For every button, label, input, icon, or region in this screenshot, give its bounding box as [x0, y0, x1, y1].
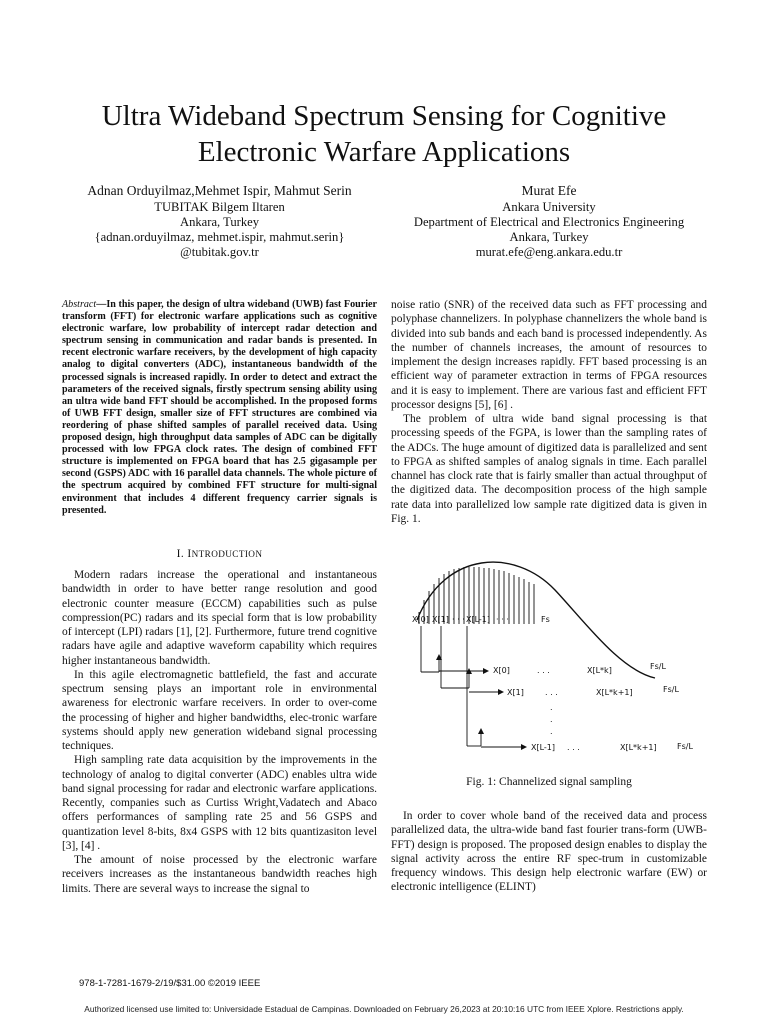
- author-email: murat.efe@eng.ankara.edu.tr: [475, 245, 623, 259]
- label-dots-right: · · ·: [496, 615, 509, 624]
- label-fs: Fs: [541, 615, 550, 624]
- row2-start: X[1]: [507, 688, 524, 697]
- row2-rate: Fs/L: [663, 685, 679, 694]
- author-location: Ankara, Turkey: [509, 230, 589, 244]
- label-dots-mid: · · ·: [452, 615, 465, 624]
- label-x1: X[1]: [432, 615, 449, 624]
- author-affiliation: Ankara University: [502, 200, 596, 214]
- row3-start: X[L-1]: [531, 743, 556, 752]
- author-email: {adnan.orduyilmaz, mehmet.ispir, mahmut.serin}: [94, 230, 345, 244]
- paragraph: Modern radars increase the operational and instantaneous bandwidth in order to have better range resolution and good electronic counter measure (ECCM) capabilities such as pulse compression(PC) radars and its special form that is low probability of intercept (LPI) radars [1], [2]. Furthermore, future trend cognitive radars have agile and adaptive waveform capability which requires higher instantaneous bandwidth.: [62, 569, 377, 667]
- license-notice: Authorized licensed use limited to: Universidade Estadual de Campinas. Downloaded on February 26,2023 at 20:10:16 UTC from IEEE Xplore. Restrictions apply.: [84, 1004, 684, 1014]
- row2-dots: . . .: [545, 688, 558, 697]
- author-names: Murat Efe: [521, 183, 577, 198]
- abstract-dash: —: [96, 299, 107, 310]
- author-location: Ankara, Turkey: [179, 215, 260, 229]
- isbn-copyright: 978-1-7281-1679-2/19/$31.00 ©2019 IEEE: [79, 978, 261, 989]
- title-line-1: Ultra Wideband Spectrum Sensing for Cognitive: [101, 100, 667, 132]
- paragraph: The amount of noise processed by the electronic warfare receivers increases as the instantaneous bandwidth reaches high limits. There are several ways to increase the signal to: [62, 854, 377, 895]
- author-names: Adnan Orduyilmaz,Mehmet Ispir, Mahmut Serin: [87, 183, 352, 198]
- author-affiliation: TUBITAK Bilgem Iltaren: [154, 200, 285, 214]
- paragraph: In this agile electromagnetic battlefield, the fast and accurate spectrum sensing plays an important role in environmental awareness for electronic warfare receivers. In order to over-come the processing of higher and higher bandwidths, elec-tronic warfare systems should apply new generation wideband signal processing techniques.: [62, 668, 377, 752]
- paragraph: noise ratio (SNR) of the received data such as FFT processing and polyphase channelizers. In polyphase channelizers the whole band is divided into sub bands and each band is processed independently. As the number of channels increases, the amount of resources to implement the design increases rapidly. FFT based processing is an efficient way of parameter extraction in terms of FPGA resources and it is easy to implement. There are various fast and efficient FFT processor designs [5], [6] .: [391, 299, 707, 411]
- row1-end: X[L*k]: [587, 666, 612, 675]
- paper-title: [40, 98, 728, 170]
- title-line-2: Electronic Warfare Applications: [197, 136, 571, 168]
- vdots-1: .: [550, 703, 553, 712]
- abstract-label: Abstract: [62, 299, 97, 310]
- author-block-2: [391, 183, 707, 260]
- author-block-1: [62, 183, 377, 260]
- row1-dots: . . .: [537, 666, 550, 675]
- label-xl1: X[L-1]: [466, 615, 491, 624]
- paragraph: High sampling rate data acquisition by the improvements in the technology of analog to digital converter (ADC) enables ultra wide band signal processing for radar and electronic warfare applications. Recently, companies such as Curtiss Wright,Vadatech and Abaco offers performances of sampling rate 25 and 56 GSPS and quantization level 8-bits, 8x4 GSPS with 12 bits quantizasiton level [3], [4] .: [62, 754, 377, 852]
- row3-dots: . . .: [567, 743, 580, 752]
- right-column-body-top: [391, 298, 707, 526]
- abstract: [62, 299, 377, 517]
- author-email-domain: @tubitak.gov.tr: [180, 245, 259, 259]
- figure-1-caption: Fig. 1: Channelized signal sampling: [466, 776, 632, 788]
- arrowheads: [436, 654, 527, 750]
- figure-1-diagram: [405, 560, 705, 765]
- row1-rate: Fs/L: [650, 662, 666, 671]
- row3-rate: Fs/L: [677, 742, 693, 751]
- paragraph: The problem of ultra wide band signal processing is that processing speeds of the FGPA, is lower than the sampling rates of the ADCs. The huge amount of digitized data is parallelized and sent to FPGA as shifted samples of analog signals in time. Each parallel channel has clock rate that is fairly smaller than actual throughput of the digitized data. The decomposition process of the high sample rate data into parallelized low sample rate digitized data is given in Fig. 1.: [391, 413, 707, 525]
- paragraph: In order to cover whole band of the received data and process parallelized data, the ultra-wide band fast fourier trans-form (UWB-FFT) design is proposed. The proposed design enables to display the signal activity across the entire RF spec-trum in customizable frequency windows. This design help electronic warfare (EW) or electronic intelligence (ELINT): [391, 810, 707, 894]
- connector-lines: [421, 626, 523, 747]
- author-department: Department of Electrical and Electronics Engineering: [413, 215, 685, 229]
- row1-start: X[0]: [493, 666, 510, 675]
- vdots-3: .: [550, 727, 553, 736]
- vdots-2: .: [550, 715, 553, 724]
- right-column-body-bottom: [391, 809, 707, 895]
- section-heading-introduction: I. INTRODUCTION: [176, 548, 263, 560]
- row2-end: X[L*k+1]: [596, 688, 633, 697]
- row3-end: X[L*k+1]: [620, 743, 657, 752]
- abstract-text: In this paper, the design of ultra wideband (UWB) fast Fourier transform (FFT) for electronic warfare applications such as cognitive electronic warfare, low probability of intercept radar detection and spectrum sensing in communication and radar bands is presented. In recent electronic warfare receivers, by the development of high capacity analog to digital converters (ADC), instantaneous bandwidth of the processed signals is increased rapidly. In order to detect and extract the parameters of the received signals, firstly spectrum sensing ability using an ultra wide band FFT should be accomplished. In the proposed forms of UWB FFT design, smaller size of FFT structures are combined via reordering of phase shifted samples of parallel received data. Using proposed design, high throughput data samples of ADC can be digitally processed with low FPGA clock rates. The design of combined FFT structure is implemented on FPGA board that has 2.5 gigasample per second (GSPS) ADC with 16 parallel data channels. The whole picture of the spectrum acquired by combined FFT structure for multi-signal environment that includes 4 different frequency carrier signals is presented.: [62, 299, 377, 516]
- left-column-body: [62, 568, 377, 896]
- label-x0: X[0]: [412, 615, 429, 624]
